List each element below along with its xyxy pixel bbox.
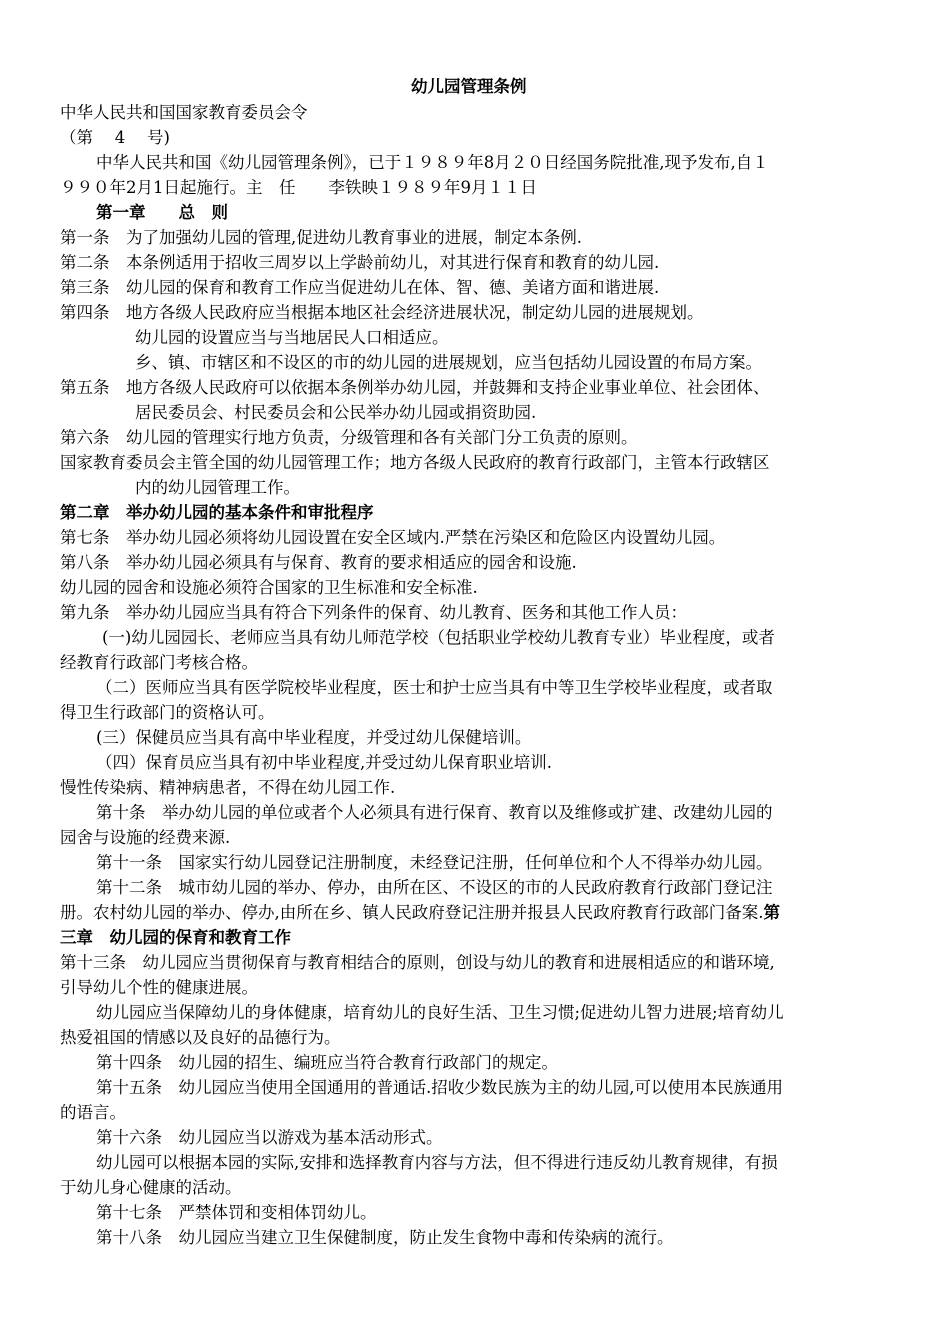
article-line: 第三条 幼儿园的保育和教育工作应当促进幼儿在体、智、德、美诸方面和谐进展.: [60, 278, 660, 297]
article-line: 第一条 为了加强幼儿园的管理,促进幼儿教育事业的进展，制定本条例.: [60, 228, 582, 247]
article-line: 幼儿园的园舍和设施必须符合国家的卫生标准和安全标准.: [60, 578, 478, 597]
article-line: 的语言。: [60, 1103, 126, 1122]
order-number: （第 4 号): [60, 128, 170, 147]
article-line: 第四条 地方各级人民政府应当根据本地区社会经济进展状况，制定幼儿园的进展规划。: [60, 303, 704, 322]
article-line: 第九条 举办幼儿园应当具有符合下列条件的保育、幼儿教育、医务和其他工作人员：: [60, 603, 687, 622]
article-line: 国家教育委员会主管全国的幼儿园管理工作；地方各级人民政府的教育行政部门，主管本行政辖区: [60, 453, 770, 472]
article-line: 内的幼儿园管理工作。: [135, 478, 300, 497]
article-line: 引导幼儿个性的健康进展。: [60, 978, 258, 997]
article-line: 热爱祖国的情感以及良好的品德行为。: [60, 1028, 341, 1047]
intro-line: ９９０年2月1日起施行。主 任 李铁映１９８９年9月１１日: [60, 178, 537, 197]
article-line: 第五条 地方各级人民政府可以依据本条例举办幼儿园，并鼓舞和支持企业事业单位、社会团体、: [60, 378, 770, 397]
article-line: 幼儿园可以根据本园的实际,安排和选择教育内容与方法，但不得进行违反幼儿教育规律，有损: [96, 1153, 778, 1172]
article-line: (一)幼儿园园长、老师应当具有幼儿师范学校（包括职业学校幼儿教育专业）毕业程度，或者: [102, 628, 775, 647]
article-line: 第十二条 城市幼儿园的举办、停办，由所在区、不设区的市的人民政府教育行政部门登记注: [96, 878, 773, 897]
article-line: 第十六条 幼儿园应当以游戏为基本活动形式。: [96, 1128, 443, 1147]
article-line: [60, 901, 780, 925]
article-line: 第二条 本条例适用于招收三周岁以上学龄前幼儿，对其进行保育和教育的幼儿园.: [60, 253, 660, 272]
article-line: 第六条 幼儿园的管理实行地方负责，分级管理和各有关部门分工负责的原则。: [60, 428, 638, 447]
order-issuer: 中华人民共和国国家教育委员会令: [60, 103, 308, 122]
article-line: 第八条 举办幼儿园必须具有与保育、教育的要求相适应的园舍和设施.: [60, 553, 577, 572]
article-line: 居民委员会、村民委员会和公民举办幼儿园或捐资助园.: [135, 403, 537, 422]
chapter-heading: 第一章 总 则: [96, 203, 228, 222]
article-line: 第十八条 幼儿园应当建立卫生保健制度，防止发生食物中毒和传染病的流行。: [96, 1228, 674, 1247]
article-line: 于幼儿身心健康的活动。: [60, 1178, 242, 1197]
article-line: 第十条 举办幼儿园的单位或者个人必须具有进行保育、教育以及维修或扩建、改建幼儿园的: [96, 803, 773, 822]
article-line: 第十三条 幼儿园应当贯彻保育与教育相结合的原则，创设与幼儿的教育和进展相适应的和谐环境,: [60, 953, 775, 972]
chapter-heading: 第: [763, 903, 780, 922]
article-line: （四）保育员应当具有初中毕业程度,并受过幼儿保育职业培训.: [96, 753, 552, 772]
article-line: 第七条 举办幼儿园必须将幼儿园设置在安全区域内.严禁在污染区和危险区内设置幼儿园。: [60, 528, 726, 547]
article-text: 册。农村幼儿园的举办、停办,由所在乡、镇人民政府登记注册并报县人民政府教育行政部门备案.: [60, 903, 764, 922]
document-title: 幼儿园管理条例: [411, 77, 527, 96]
chapter-heading: 三章 幼儿园的保育和教育工作: [60, 928, 291, 947]
article-line: 幼儿园应当保障幼儿的身体健康，培育幼儿的良好生活、卫生习惯;促进幼儿智力进展;培育幼儿: [96, 1003, 784, 1022]
article-line: 得卫生行政部门的资格认可。: [60, 703, 275, 722]
article-line: 第十四条 幼儿园的招生、编班应当符合教育行政部门的规定。: [96, 1053, 558, 1072]
chapter-heading: 第二章 举办幼儿园的基本条件和审批程序: [60, 503, 374, 522]
article-line: 第十一条 国家实行幼儿园登记注册制度，未经登记注册，任何单位和个人不得举办幼儿园。: [96, 853, 773, 872]
article-line: (三）保健员应当具有高中毕业程度，并受过幼儿保健培训。: [96, 728, 532, 747]
article-line: 经教育行政部门考核合格。: [60, 653, 258, 672]
article-line: 幼儿园的设置应当与当地居民人口相适应。: [135, 328, 449, 347]
article-line: 慢性传染病、精神病患者，不得在幼儿园工作.: [60, 778, 396, 797]
article-line: 园舍与设施的经费来源.: [60, 828, 231, 847]
intro-line: 中华人民共和国《幼儿园管理条例》，已于１９８９年8月２０日经国务院批准,现予发布,自１: [96, 153, 769, 172]
article-line: 乡、镇、市辖区和不设区的市的幼儿园的进展规划，应当包括幼儿园设置的布局方案。: [135, 353, 762, 372]
article-line: 第十五条 幼儿园应当使用全国通用的普通话.招收少数民族为主的幼儿园,可以使用本民族通用: [96, 1078, 783, 1097]
article-line: （二）医师应当具有医学院校毕业程度，医士和护士应当具有中等卫生学校毕业程度，或者取: [96, 678, 773, 697]
article-line: 第十七条 严禁体罚和变相体罚幼儿。: [96, 1203, 377, 1222]
